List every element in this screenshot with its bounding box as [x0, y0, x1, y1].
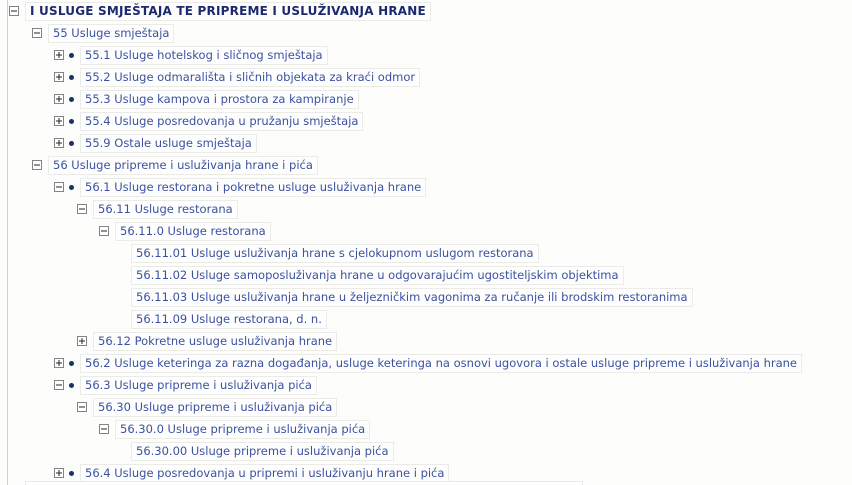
- bullet-dot-icon: [69, 141, 74, 146]
- expand-icon[interactable]: [54, 72, 64, 82]
- tree-node: [0, 330, 802, 352]
- tree-node-label[interactable]: 55.3 Usluge kampova i prostora za kampiranje: [80, 90, 359, 109]
- tree-node-label[interactable]: 56.30.00 Usluge pripreme i usluživanja pića: [131, 442, 394, 461]
- bullet-dot-icon: [69, 97, 74, 102]
- tree-node-label[interactable]: 56.11.01 Usluge usluživanja hrane s cjelokupnom uslugom restorana: [131, 244, 539, 263]
- tree-node: [0, 22, 802, 44]
- bullet-dot-icon: [69, 119, 74, 124]
- tree-node-label[interactable]: 56.11.02 Usluge samoposluživanja hrane u odgovarajućim ugostiteljskim objektima: [131, 266, 624, 285]
- bullet-dot-icon: [69, 53, 74, 58]
- bullet-dot-icon: [69, 361, 74, 366]
- tree-node-label[interactable]: 56.11.09 Usluge restorana, d. n.: [131, 310, 327, 329]
- tree-node-label[interactable]: 55.9 Ostale usluge smještaja: [80, 134, 257, 153]
- collapse-icon[interactable]: [32, 28, 42, 38]
- collapse-icon[interactable]: [54, 380, 64, 390]
- bullet-dot-icon: [69, 75, 74, 80]
- tree-node-label[interactable]: 56.30 Usluge pripreme i usluživanja pića: [93, 398, 337, 417]
- tree-node-label[interactable]: 56.11 Usluge restorana: [93, 200, 238, 219]
- tree-node-label[interactable]: 56.12 Pokretne usluge usluživanja hrane: [93, 332, 337, 351]
- tree-node: [0, 352, 802, 374]
- collapse-icon[interactable]: [77, 204, 87, 214]
- tree-node-label[interactable]: 55 Usluge smještaja: [48, 24, 174, 43]
- tree-node: [0, 396, 802, 418]
- expand-icon[interactable]: [54, 468, 64, 478]
- collapse-icon[interactable]: [32, 160, 42, 170]
- bullet-dot-icon: [69, 383, 74, 388]
- expand-icon[interactable]: [54, 94, 64, 104]
- tree-node: [0, 66, 802, 88]
- tree-node-label[interactable]: 55.2 Usluge odmarališta i sličnih objekata za kraći odmor: [80, 68, 420, 87]
- tree-node: [0, 198, 802, 220]
- collapse-icon[interactable]: [77, 402, 87, 412]
- tree-node: [0, 440, 802, 462]
- tree-node-label[interactable]: 56.2 Usluge keteringa za razna događanja, usluge keteringa na osnovi ugovora i ostale usluge pripreme i usluživanja hrane: [80, 354, 802, 373]
- tree-node: [0, 374, 802, 396]
- tree-node: [0, 176, 802, 198]
- tree-node-label[interactable]: 56.4 Usluge posredovanja u pripremi i usluživanju hrane i pića: [80, 464, 449, 483]
- tree-node: [0, 154, 802, 176]
- tree-node-label[interactable]: 55.1 Usluge hotelskog i sličnog smještaja: [80, 46, 328, 65]
- expand-icon[interactable]: [54, 116, 64, 126]
- expand-icon[interactable]: [54, 138, 64, 148]
- tree-node: [0, 110, 802, 132]
- tree-node: [0, 308, 802, 330]
- tree-node-label[interactable]: 56.11.03 Usluge usluživanja hrane u željezničkim vagonima za ručanje ili brodskim restoranima: [131, 288, 693, 307]
- tree-node: [0, 418, 802, 440]
- bullet-dot-icon: [69, 471, 74, 476]
- expand-icon[interactable]: [54, 50, 64, 60]
- tree-node: [0, 132, 802, 154]
- tree-node: [0, 88, 802, 110]
- expand-icon[interactable]: [77, 336, 87, 346]
- tree-node-label[interactable]: 56.1 Usluge restorana i pokretne usluge usluživanja hrane: [80, 178, 426, 197]
- tree-node: [0, 220, 802, 242]
- bullet-dot-icon: [69, 185, 74, 190]
- collapse-icon[interactable]: [9, 6, 19, 16]
- tree-node-label[interactable]: 56 Usluge pripreme i usluživanja hrane i pića: [48, 156, 318, 175]
- collapse-icon[interactable]: [99, 226, 109, 236]
- tree-node: [0, 264, 802, 286]
- tree-node: [0, 0, 802, 22]
- collapse-icon[interactable]: [99, 424, 109, 434]
- expand-icon[interactable]: [54, 358, 64, 368]
- tree-node-label[interactable]: 56.11.0 Usluge restorana: [115, 222, 271, 241]
- tree-node-label[interactable]: I USLUGE SMJEŠTAJA TE PRIPREME I USLUŽIVANJA HRANE: [25, 2, 431, 21]
- collapse-icon[interactable]: [54, 182, 64, 192]
- tree-node: [0, 44, 802, 66]
- tree-node-label[interactable]: 56.3 Usluge pripreme i usluživanja pića: [80, 376, 317, 395]
- next-row-partial-box: [25, 481, 583, 485]
- tree-node: [0, 286, 802, 308]
- tree-node-label[interactable]: 55.4 Usluge posredovanja u pružanju smještaja: [80, 112, 363, 131]
- tree-node: [0, 242, 802, 264]
- tree-node-label[interactable]: 56.30.0 Usluge pripreme i usluživanja pića: [115, 420, 370, 439]
